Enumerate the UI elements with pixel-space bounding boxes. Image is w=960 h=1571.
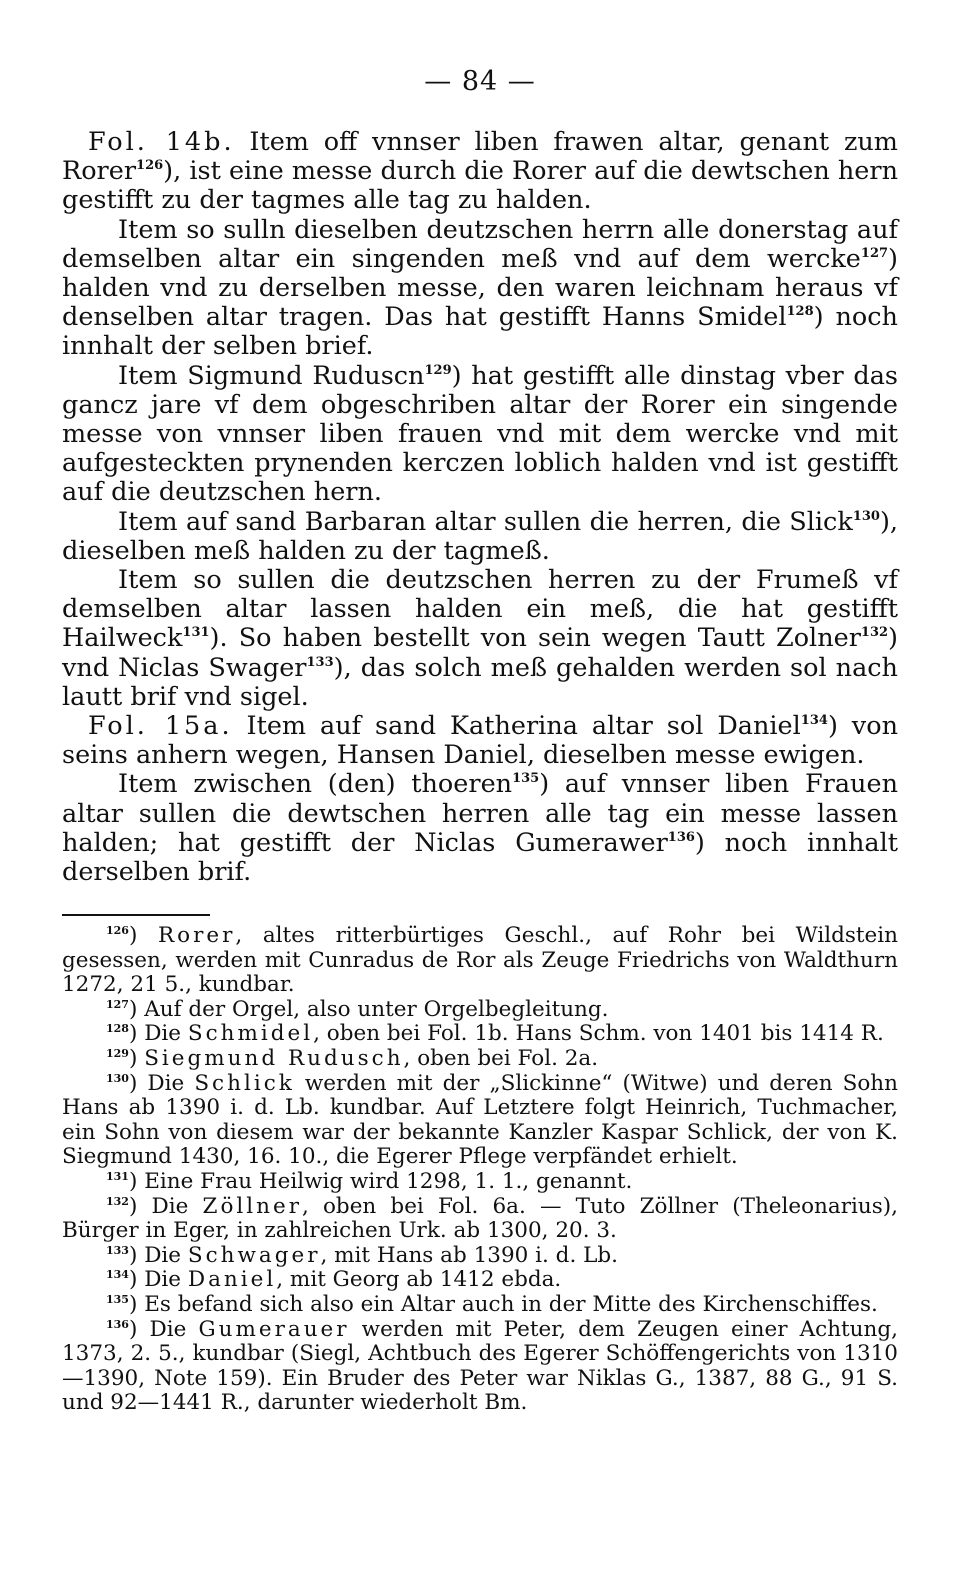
paragraph-5: Item so sullen die deutzschen herren zu der Frumeß vf demselben altar lassen halden ein meß, die hat gestifft Hailweck$^{131}$). So haben bestellt von sein wegen Tautt Zolner$^{132}$) vnd Niclas Swager$^{133}$), das solch meß gehalden werden sol nach lautt brif vnd sigel.: [62, 565, 898, 712]
footnote-ref[interactable]: 134: [800, 713, 828, 729]
footnote: $^{133}$) Die Schwager, mit Hans ab 1390 i. d. Lb.: [106, 1242, 618, 1268]
main-text: [62, 128, 898, 887]
footnote-ref[interactable]: 126: [136, 158, 164, 174]
footnote-divider: [62, 914, 210, 916]
footnote: $^{136}$) Die Gumerauer werden mit Peter, dem Zeugen einer Achtung, 1373, 2. 5., kundbar (Siegl, Achtbuch des Egerer Schöffengerichts von 1310—1390, Note 159). Ein Bruder des Peter war Niklas G., 1387, 88 G., 91 S. und 92—1441 R., darunter wiederholt Bm.: [62, 1316, 898, 1416]
footnote: $^{130}$) Die Schlick werden mit der „Slickinne“ (Witwe) und deren Sohn Hans ab 1390 i. d. Lb. kundbar. Auf Letztere folgt Heinrich, Tuchmacher, ein Sohn von diesem war der bekannte Kanzler Kaspar Schlick, der von K. Siegmund 1430, 16. 10., die Egerer Pflege verpfändet erhielt.: [62, 1070, 898, 1170]
footnote-ref[interactable]: 132: [860, 625, 889, 641]
footnote: $^{131}$) Eine Frau Heilwig wird 1298, 1. 1., genannt.: [106, 1168, 633, 1194]
folio-label: Fol. 15a.: [88, 711, 233, 742]
footnotes: [62, 924, 898, 1416]
footnote: $^{132}$) Die Zöllner, oben bei Fol. 6a. — Tuto Zöllner (Theleonarius), Bürger in Eger, in zahlreichen Urk. ab 1300, 20. 3.: [62, 1193, 898, 1244]
footnote: $^{129}$) Siegmund Rudusch, oben bei Fol. 2a.: [106, 1045, 599, 1071]
footnote-ref[interactable]: 131: [182, 625, 210, 641]
footnote: $^{128}$) Die Schmidel, oben bei Fol. 1b. Hans Schm. von 1401 bis 1414 R.: [106, 1021, 884, 1047]
footnote-ref[interactable]: 135: [512, 771, 540, 787]
footnote-ref[interactable]: 129: [424, 362, 452, 378]
footnote-ref[interactable]: 128: [786, 304, 814, 320]
footnote: $^{135}$) Es befand sich also ein Altar auch in der Mitte des Kirchenschiffes.: [106, 1291, 878, 1317]
footnote-ref[interactable]: 130: [852, 508, 880, 524]
footnote: $^{127}$) Auf der Orgel, also unter Orgelbegleitung.: [106, 996, 609, 1022]
paragraph-1: Fol. 14b. Item off vnnser liben frawen altar, genant zum Rorer$^{126}$), ist eine messe durch die Rorer auf die dewtschen hern gestifft zu der tagmes alle tag zu halden.: [62, 127, 898, 216]
folio-label: Fol. 14b.: [88, 127, 235, 157]
footnote-ref[interactable]: 133: [306, 654, 334, 670]
paragraph-6: Fol. 15a. Item auf sand Katherina altar sol Daniel$^{134}$) von seins anhern wegen, Hansen Daniel, dieselben messe ewigen.: [62, 711, 898, 771]
paragraph-3: Item Sigmund Ruduscn$^{129}$) hat gestifft alle dinstag vber das gancz jare vf dem obgeschriben altar der Rorer ein singende messe von vnnser liben frauen vnd mit dem wercke vnd mit aufgesteckten prynenden kerczen loblich halden vnd ist gestifft auf die deutzschen hern.: [62, 360, 898, 508]
paragraph-4: Item auf sand Barbaran altar sullen die herren, die Slick$^{130}$), dieselben meß halden zu der tagmeß.: [62, 506, 898, 566]
footnote-ref[interactable]: 127: [860, 245, 889, 261]
paragraph-2: Item so sulln dieselben deutzschen herrn alle donerstag auf demselben altar ein singenden meß vnd auf dem wercke$^{127}$) halden vnd zu derselben messe, den waren leichnam heraus vf denselben altar tragen. Das hat gestifft Hanns Smidel$^{128}$) noch innhalt der selben brief.: [62, 214, 898, 362]
page-number: — 84 —: [424, 66, 536, 97]
footnote: $^{134}$) Die Daniel, mit Georg ab 1412 ebda.: [106, 1267, 562, 1293]
footnote: $^{126}$) Rorer, altes ritterbürtiges Geschl., auf Rohr bei Wildstein gesessen, werden mit Cunradus de Ror als Zeuge Friedrichs von Waldthurn 1272, 21 5., kundbar.: [62, 923, 898, 998]
paragraph-7: Item zwischen (den) thoeren$^{135}$) auf vnnser liben Frauen altar sullen die dewtschen herren alle tag ein messe lassen halden; hat gestifft der Niclas Gumerawer$^{136}$) noch innhalt derselben brif.: [62, 769, 899, 888]
footnote-ref[interactable]: 136: [667, 829, 695, 845]
